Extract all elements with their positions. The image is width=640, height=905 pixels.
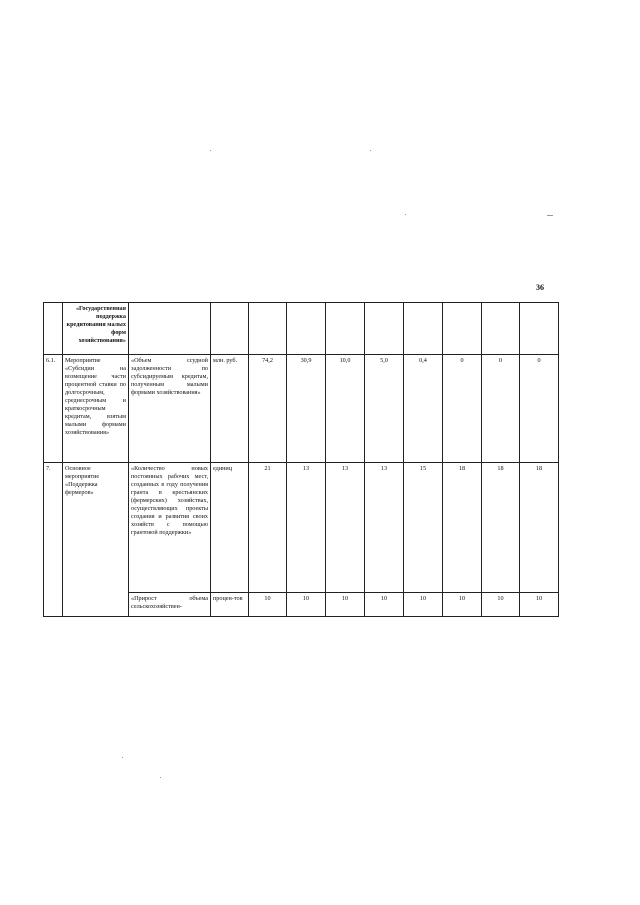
measure-name: «Государственная поддержка кредитования малых форм хозяйствования» — [63, 303, 129, 355]
value-cell: 10 — [404, 593, 443, 617]
value-cell: 30,9 — [287, 355, 326, 463]
scan-speck — [547, 215, 553, 216]
value-cell: 18 — [520, 463, 559, 593]
value-cell: 10 — [365, 593, 404, 617]
value-cell: 18 — [482, 463, 520, 593]
value-cell: 0 — [520, 355, 559, 463]
value-cell — [482, 303, 520, 355]
row-number — [44, 303, 63, 355]
value-cell: 13 — [287, 463, 326, 593]
scan-speck — [210, 150, 211, 151]
value-cell: 10 — [249, 593, 287, 617]
table-row — [44, 355, 559, 463]
unit-cell — [211, 303, 249, 355]
value-cell: 10,0 — [326, 355, 365, 463]
value-cell: 13 — [326, 463, 365, 593]
measure-name: Основное мероприятие «Поддержка фермеров» — [63, 463, 129, 617]
value-cell — [443, 303, 482, 355]
scan-speck — [160, 777, 161, 778]
value-cell — [365, 303, 404, 355]
value-cell — [520, 303, 559, 355]
table-row — [44, 463, 559, 593]
value-cell — [249, 303, 287, 355]
value-cell: 21 — [249, 463, 287, 593]
value-cell: 0 — [482, 355, 520, 463]
indicator-name: «Количество новых постоянных рабочих мест, созданных в году получения гранта в крестьянских (фермерских) хозяйствах, осуществляющих проекты создания и развития своих хозяйств с помощью грантовой поддержки» — [129, 463, 211, 593]
value-cell: 13 — [365, 463, 404, 593]
row-number: 7. — [44, 463, 63, 617]
indicator-name: «Объем ссудной задолженности по субсидируемым кредитам, полученным малыми формами хозяйствования» — [129, 355, 211, 463]
scan-speck — [122, 757, 123, 758]
indicator-name: «Прирост объема сельскохозяйствен- — [129, 593, 211, 617]
value-cell — [404, 303, 443, 355]
value-cell — [287, 303, 326, 355]
row-number: 6.1. — [44, 355, 63, 463]
page-number: 36 — [536, 283, 544, 292]
scan-speck — [405, 214, 406, 215]
unit-cell: процен-тов — [211, 593, 249, 617]
value-cell: 15 — [404, 463, 443, 593]
indicator-name — [129, 303, 211, 355]
value-cell: 10 — [326, 593, 365, 617]
value-cell: 10 — [287, 593, 326, 617]
value-cell: 0 — [443, 355, 482, 463]
value-cell: 74,2 — [249, 355, 287, 463]
value-cell: 10 — [520, 593, 559, 617]
indicators-table — [43, 302, 559, 617]
value-cell: 5,0 — [365, 355, 404, 463]
scan-speck — [370, 150, 371, 151]
value-cell — [326, 303, 365, 355]
value-cell: 10 — [482, 593, 520, 617]
value-cell: 18 — [443, 463, 482, 593]
unit-cell: единиц — [211, 463, 249, 593]
table-row — [44, 303, 559, 355]
unit-cell: млн. руб. — [211, 355, 249, 463]
measure-name: Мероприятие «Субсидии на возмещение части процентной ставки по долгосрочным, среднесрочным и краткосрочным кредитам, взятым малыми формами хозяйствования» — [63, 355, 129, 463]
value-cell: 0,4 — [404, 355, 443, 463]
value-cell: 10 — [443, 593, 482, 617]
